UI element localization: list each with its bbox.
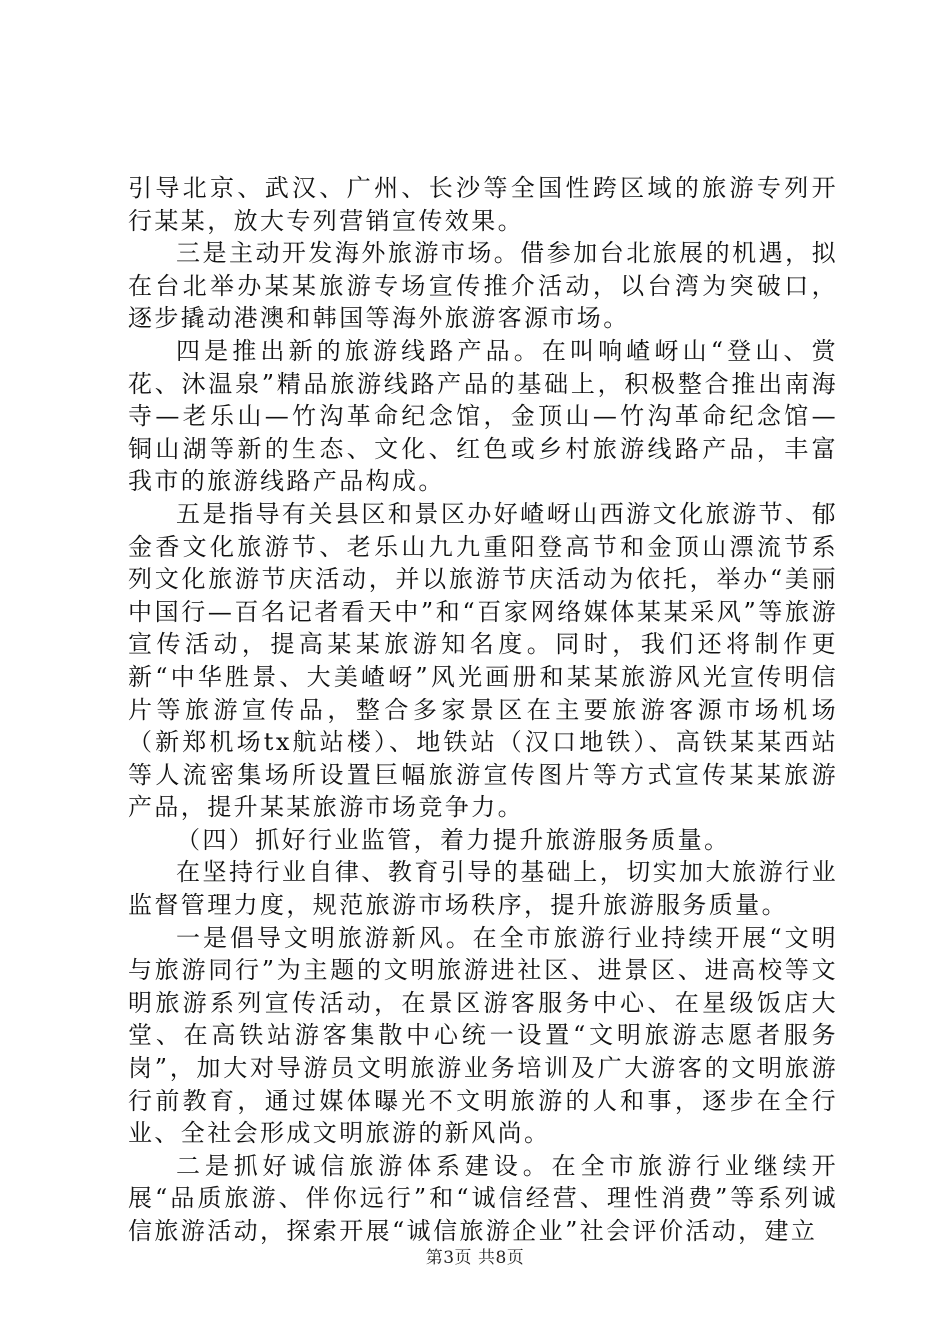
page-number-footer: 第3页 共8页 bbox=[425, 1248, 525, 1268]
paragraph-civilized-tourism: 一是倡导文明旅游新风。在全市旅游行业持续开展“文明与旅游同行”为主题的文明旅游进社区、进景区、进高校等文明旅游系列宣传活动，在景区游客服务中心、在星级饭店大堂、在高铁站游客集散中心统一设置“文明旅游志愿者服务岗”，加大对导游员文明旅游业务培训及广大游客的文明旅游行前教育，通过媒体曝光不文明旅游的人和事，逐步在全行业、全社会形成文明旅游的新风尚。 bbox=[128, 923, 838, 1148]
paragraph-supervision-intro: 在坚持行业自律、教育引导的基础上，切实加大旅游行业监督管理力度，规范旅游市场秩序，提升旅游服务质量。 bbox=[128, 858, 838, 920]
paragraph-festivals: 五是指导有关县区和景区办好嵖岈山西游文化旅游节、郁金香文化旅游节、老乐山九九重阳登高节和金顶山漂流节系列文化旅游节庆活动，并以旅游节庆活动为依托，举办“美丽中国行—百名记者看天中”和“百家网络媒体某某采风”等旅游宣传活动，提高某某旅游知名度。同时，我们还将制作更新“中华胜景、大美嵖岈”风光画册和某某旅游风光宣传明信片等旅游宣传品，整合多家景区在主要旅游客源市场机场（新郑机场tx航站楼）、地铁站（汉口地铁）、高铁某某西站等人流密集场所设置巨幅旅游宣传图片等方式宣传某某旅游产品，提升某某旅游市场竞争力。 bbox=[128, 499, 838, 822]
paragraph-integrity-system: 二是抓好诚信旅游体系建设。在全市旅游行业继续开展“品质旅游、伴你远行”和“诚信经营、理性消费”等系列诚信旅游活动，探索开展“诚信旅游企业”社会评价活动，建立 bbox=[128, 1151, 838, 1245]
paragraph-new-routes: 四是推出新的旅游线路产品。在叫响嵖岈山“登山、赏花、沐温泉”精品旅游线路产品的基础上，积极整合推出南海寺—老乐山—竹沟革命纪念馆，金顶山—竹沟革命纪念馆—铜山湖等新的生态、文化、红色或乡村旅游线路产品，丰富我市的旅游线路产品构成。 bbox=[128, 336, 838, 496]
paragraph-continued: 引导北京、武汉、广州、长沙等全国性跨区域的旅游专列开行某某，放大专列营销宣传效果。 bbox=[128, 174, 838, 235]
body-text bbox=[128, 172, 838, 1248]
paragraph-overseas-market: 三是主动开发海外旅游市场。借参加台北旅展的机遇，拟在台北举办某某旅游专场宣传推介活动，以台湾为突破口，逐步撬动港澳和韩国等海外旅游客源市场。 bbox=[128, 239, 838, 333]
section-heading-supervision: （四）抓好行业监管，着力提升旅游服务质量。 bbox=[176, 825, 731, 854]
